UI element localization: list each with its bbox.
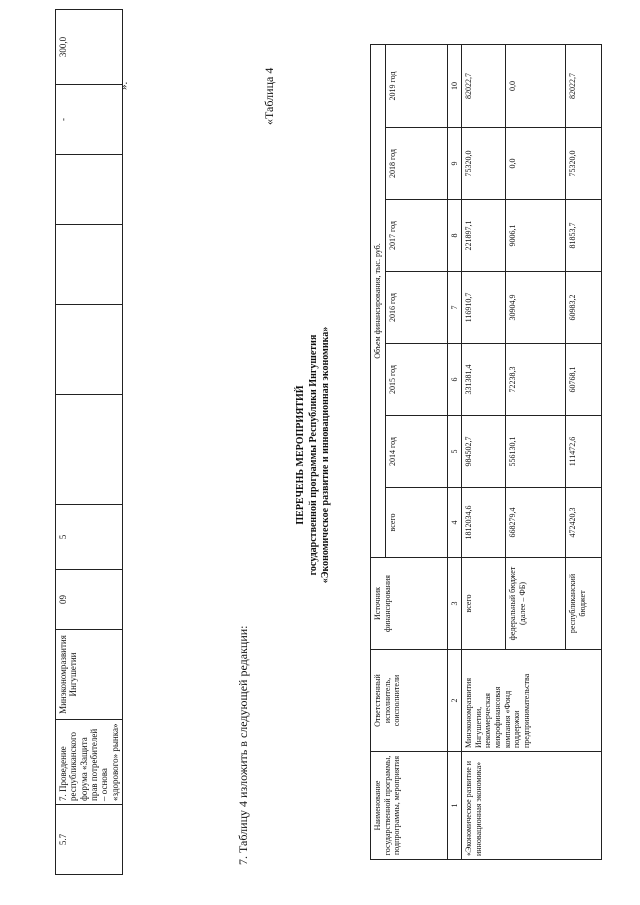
table-row [56,10,123,875]
row-c10: 300,0 [56,10,123,85]
row-c9: - [56,85,123,155]
value-cell: 75320,0 [566,128,602,200]
row-c4: 5 [56,505,123,570]
column-number: 9 [447,128,462,200]
value-cell: 221897,1 [462,200,506,272]
source-cell: федеральный бюджет (далее – ФБ) [506,558,566,650]
column-number: 1 [447,752,462,860]
value-cell: 111472,6 [566,416,602,488]
column-number: 4 [447,488,462,558]
row-empty [56,305,123,395]
column-number-row [447,44,462,859]
header-year: 2014 год [385,416,447,488]
column-number: 6 [447,344,462,416]
value-cell: 72238,3 [506,344,566,416]
header-year: 2016 год [385,272,447,344]
value-cell: 9006,1 [506,200,566,272]
header-year: 2015 год [385,344,447,416]
value-cell: 0,0 [506,128,566,200]
header-executor: Ответственный исполнитель, соисполнители [371,650,448,752]
value-cell: 331381,4 [462,344,506,416]
header-total: всего [385,488,447,558]
top-table [55,9,123,875]
value-cell: 984502,7 [462,416,506,488]
source-cell: всего [462,558,506,650]
title-block [295,205,333,705]
row-empty [56,155,123,225]
row-c3: 09 [56,570,123,630]
main-table [370,44,602,860]
header-source: Источник финансирования [371,558,448,650]
row-empty [56,395,123,505]
title-line-3: «Экономическое развитие и инновационная экономика» [320,326,331,584]
row-empty [56,225,123,305]
column-number: 8 [447,200,462,272]
header-year: 2017 год [385,200,447,272]
value-cell: 668279,4 [506,488,566,558]
value-cell: 472420,3 [566,488,602,558]
column-number: 7 [447,272,462,344]
table-label: «Таблица 4 [262,67,276,125]
value-cell: 82022,7 [462,44,506,127]
program-name: «Экономическое развитие и инновационная экономика» [462,752,602,860]
title-line-2: государственной программы Республики Ингушетия [307,334,319,576]
header-name: Наименование государственной программы, подпрограммы, мероприятия [371,752,448,860]
executor-cell: Минэкономразвития Ингушетии, некоммерческая микрофинансовая компания «Фонд поддержки предпринимательства [462,650,602,752]
value-cell: 75320,0 [462,128,506,200]
end-mark: ». [118,81,130,90]
column-number: 2 [447,650,462,752]
title-line-1: ПЕРЕЧЕНЬ МЕРОПРИЯТИЙ [295,385,306,525]
column-number: 3 [447,558,462,650]
value-cell: 60768,1 [566,344,602,416]
table-row [462,44,506,859]
row-name: 7. Проведение республиканского форума «Защита прав потребителей – основа «здорового» рынка» [56,720,123,805]
column-number: 10 [447,44,462,127]
header-year: 2018 год [385,128,447,200]
value-cell: 30904,9 [506,272,566,344]
column-number: 5 [447,416,462,488]
value-cell: 82022,7 [566,44,602,127]
row-executor: Минэкономразвития Ингушетии [56,630,123,720]
value-cell: 116910,7 [462,272,506,344]
value-cell: 81853,7 [566,200,602,272]
instruction-text: 7. Таблицу 4 изложить в следующей редакции: [236,625,250,865]
header-year: 2019 год [385,44,447,127]
row-code: 5.7 [56,805,123,875]
header-volume: Объем финансирования, тыс. руб. [371,44,386,557]
value-cell: 556130,1 [506,416,566,488]
source-cell: республиканский бюджет [566,558,602,650]
value-cell: 60983,2 [566,272,602,344]
value-cell: 1812034,6 [462,488,506,558]
value-cell: 0,0 [506,44,566,127]
header-row [371,44,386,859]
